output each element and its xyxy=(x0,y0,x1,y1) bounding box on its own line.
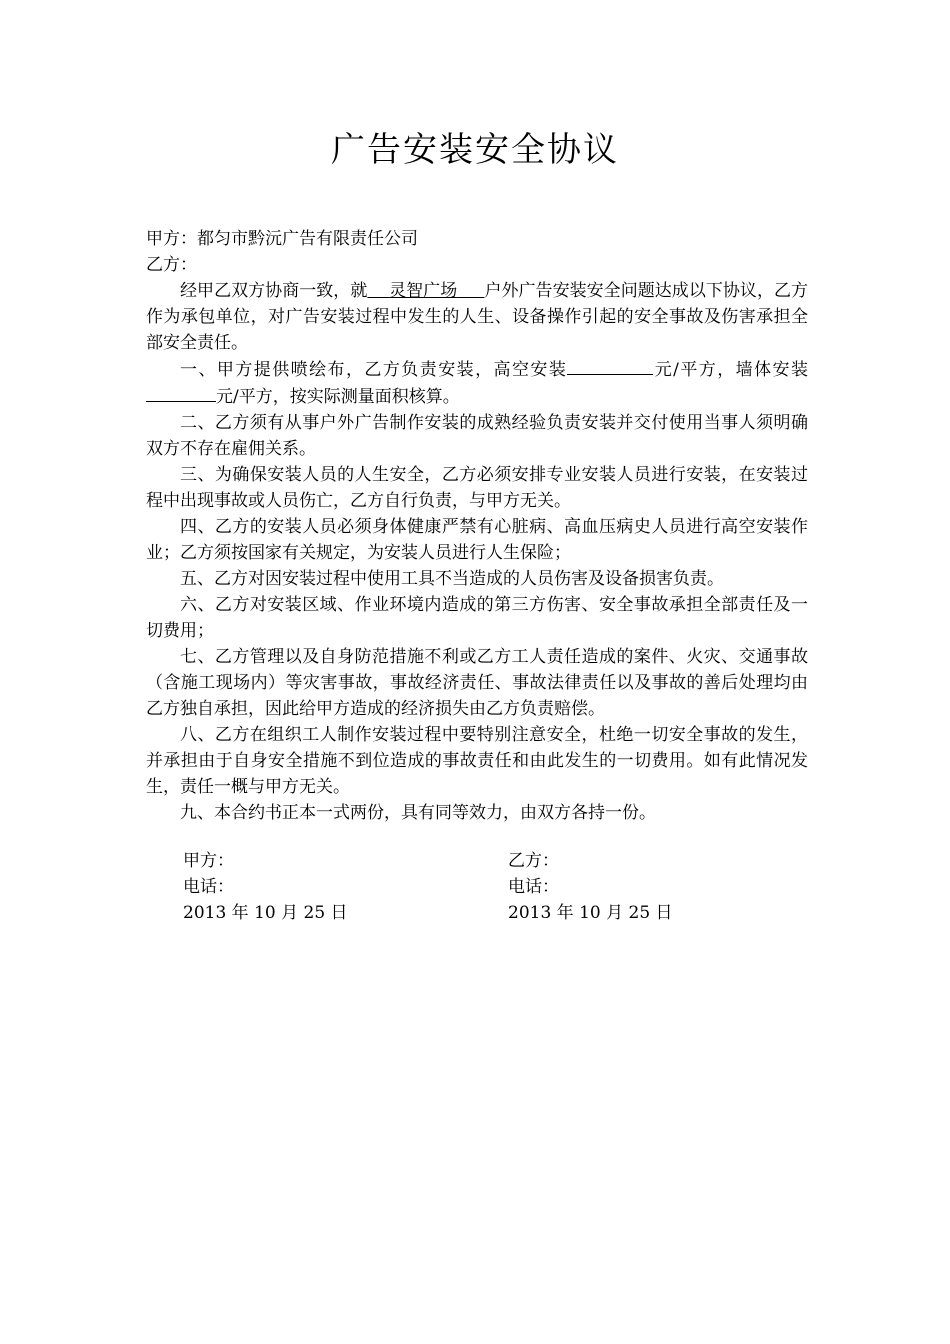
signature-party-b-label: 乙方： xyxy=(508,851,559,871)
intro-after: 户外广告安装安全问题达成以下协议，乙方作为承包单位，对广告安装过程中发生的人生、设备操作引起的安全事故及伤害承担全部安全责任。 xyxy=(146,281,809,353)
clause-1-part2: 元/平方，墙体安装 xyxy=(653,360,809,380)
intro-before: 经甲乙双方协商一致，就 xyxy=(180,281,368,301)
intro-place: 灵智广场 xyxy=(389,281,458,301)
clause-9: 九、本合约书正本一式两份，具有同等效力，由双方各持一份。 xyxy=(180,803,656,823)
document-body xyxy=(146,226,808,826)
clause-5: 五、乙方对因安装过程中使用工具不当造成的人员伤害及设备损害负责。 xyxy=(180,569,724,589)
signature-party-a-date: 2013 年 10 月 25 日 xyxy=(183,903,348,923)
intro-paragraph xyxy=(146,278,808,356)
clause-1-part3: 元/平方，按实际测量面积核算。 xyxy=(216,387,460,407)
signature-party-a xyxy=(183,848,348,926)
clause-8: 八、乙方在组织工人制作安装过程中要特别注意安全，杜绝一切安全事故的发生，并承担由于自身安全措施不到位造成的事故责任和由此发生的一切费用。如有此情况发生，责任一概与甲方无关。 xyxy=(146,725,808,797)
wall-price-blank xyxy=(146,383,216,402)
document-title: 广告安装安全协议 xyxy=(331,130,619,170)
height-price-blank xyxy=(567,356,653,375)
clause-6: 六、乙方对安装区域、作业环境内造成的第三方伤害、安全事故承担全部责任及一切费用； xyxy=(146,595,808,641)
clause-3: 三、为确保安装人员的人生安全，乙方必须安排专业安装人员进行安装，在安装过程中出现事故或人员伤亡，乙方自行负责，与甲方无关。 xyxy=(146,465,808,511)
party-a-line: 甲方：都匀市黔沅广告有限责任公司 xyxy=(146,229,418,249)
clause-7: 七、乙方管理以及自身防范措施不利或乙方工人责任造成的案件、火灾、交通事故（含施工现场内）等灾害事故，事故经济责任、事故法律责任以及事故的善后处理均由乙方独自承担，因此给甲方造成的经济损失由乙方负责赔偿。 xyxy=(146,647,808,719)
signature-party-a-label: 甲方： xyxy=(183,851,234,871)
party-b-line: 乙方： xyxy=(146,255,197,275)
clause-2: 二、乙方须有从事户外广告制作安装的成熟经验负责安装并交付使用当事人须明确双方不存在雇佣关系。 xyxy=(146,413,808,459)
signature-party-b-date: 2013 年 10 月 25 日 xyxy=(508,903,673,923)
clause-4: 四、乙方的安装人员必须身体健康严禁有心脏病、高血压病史人员进行高空安装作业；乙方须按国家有关规定，为安装人员进行人生保险； xyxy=(146,517,808,563)
signature-party-b-phone: 电话： xyxy=(508,877,559,897)
clause-1-part1: 一、甲方提供喷绘布，乙方负责安装，高空安装 xyxy=(180,360,568,380)
signature-party-b xyxy=(508,848,673,926)
signature-party-a-phone: 电话： xyxy=(183,877,234,897)
clause-1 xyxy=(146,356,808,410)
